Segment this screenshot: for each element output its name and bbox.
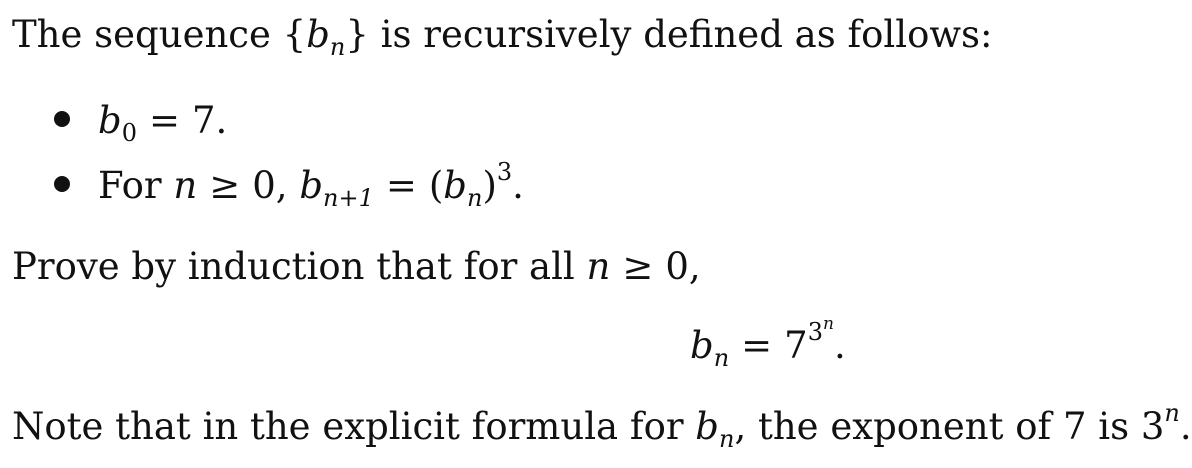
power-three: 3 [496,158,513,186]
base-three: 3 [1140,405,1165,448]
period: . [512,164,524,207]
var-b: b [306,13,330,56]
set-close-brace: } [345,13,369,56]
base-case-formula [98,99,228,147]
set-open-brace: { [282,13,307,56]
intro-line [12,12,993,61]
note-line [12,399,1192,453]
equals-sign: = [148,99,180,142]
exponent-n: n [823,314,834,334]
sub-n: n [466,184,483,212]
prove-line [12,244,701,290]
intro-text: The sequence [12,13,283,56]
var-b: b [443,164,467,207]
base-value: 7. [191,99,228,142]
var-b: b [299,164,323,207]
base-seven: 7 [784,324,808,367]
var-b: b [695,405,719,448]
explicit-formula-math [690,314,846,372]
intro-rest: is recursively defined as follows: [368,13,993,56]
recursion-lead: For [98,164,174,207]
bullet-dot [54,176,70,192]
var-b: b [690,324,714,367]
equals-sign: = [385,164,417,207]
bullet-item-base-case [54,98,228,147]
bullet-dot [54,111,70,127]
var-n: n [586,245,611,288]
paren-open: ( [428,164,444,207]
sub-zero: 0 [121,119,137,147]
note-power [1140,399,1180,448]
geq-sign: ≥ [622,245,654,288]
sub-n: n [718,425,735,453]
zero-comma: 0, [252,164,300,207]
exponent-three: 3 [807,318,823,346]
bullet-item-recursion [54,158,524,212]
prove-text: Prove by induction that for all [12,245,587,288]
var-n: n [173,164,198,207]
prove-condition [587,245,701,288]
sub-n-plus-one: n+1 [323,184,374,212]
equals-sign: = [741,324,773,367]
sub-n: n [713,344,730,372]
var-b: b [98,99,122,142]
sub-n: n [329,33,346,61]
sequence-notation [282,13,369,61]
exponent [807,314,834,346]
note-mid: , the exponent of 7 is [734,405,1141,448]
paren-close: ) [482,164,497,207]
explicit-formula [690,314,846,372]
note-text: Note that in the explicit formula for [12,405,696,448]
geq-sign: ≥ [209,164,241,207]
note-bn [695,405,735,453]
zero-comma: 0, [665,245,701,288]
period: . [1179,405,1192,448]
exponent-n: n [1164,399,1180,427]
period: . [833,324,846,367]
recursion-formula [173,158,524,212]
